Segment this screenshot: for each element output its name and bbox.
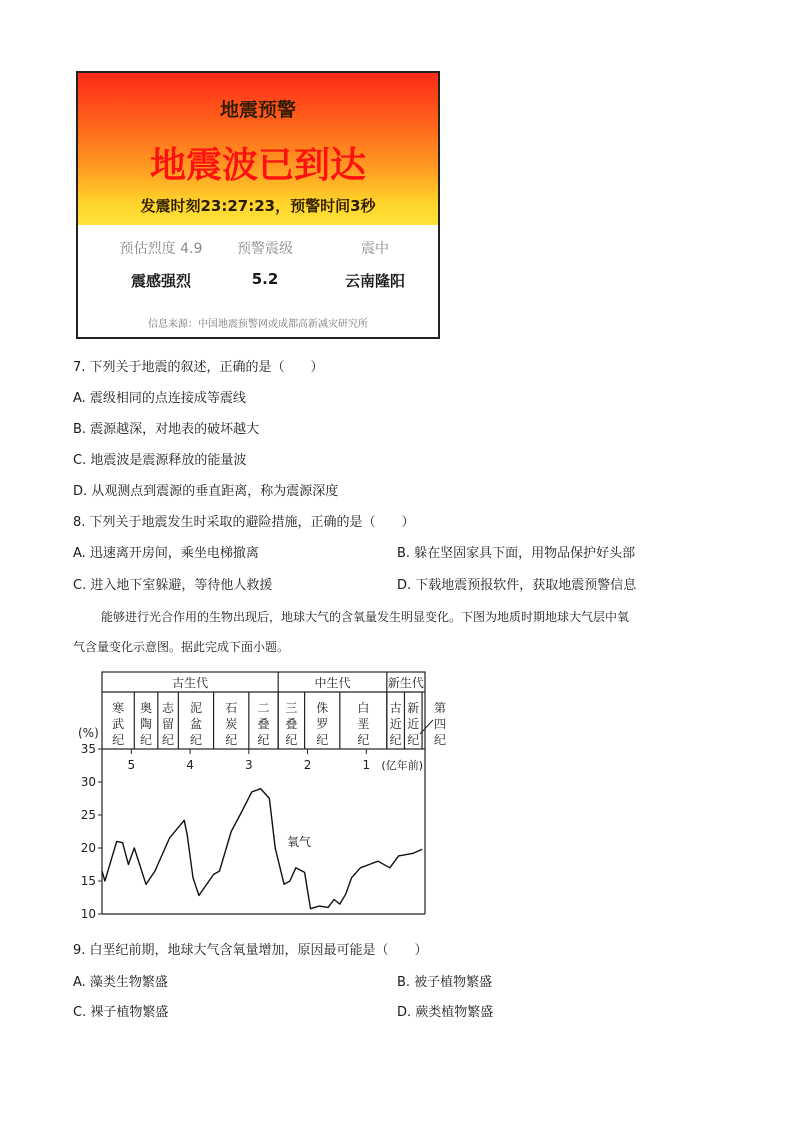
quaternary-label-char: 纪 bbox=[433, 733, 447, 747]
passage-line-2: 气含量变化示意图。据此完成下面小题。 bbox=[73, 640, 290, 654]
oxygen-series-line bbox=[102, 789, 422, 909]
period-label-char: 叠 bbox=[285, 717, 298, 731]
y-tick-label: 10 bbox=[80, 907, 96, 920]
quaternary-label-char: 四 bbox=[433, 717, 447, 731]
period-label-char: 石 bbox=[225, 701, 238, 715]
x-axis-unit: (亿年前) bbox=[381, 759, 423, 772]
x-tick-label: 4 bbox=[186, 758, 194, 772]
period-label-char: 近 bbox=[389, 717, 402, 731]
period-label-char: 纪 bbox=[357, 733, 370, 747]
y-tick-label: 20 bbox=[80, 841, 96, 855]
period-label-char: 白 bbox=[357, 701, 370, 715]
period-label-char: 古 bbox=[389, 701, 402, 715]
period-label-char: 二 bbox=[257, 701, 270, 715]
q9-option-a: A. 藻类生物繁盛 bbox=[73, 975, 168, 990]
q7-option-c: C. 地震波是震源释放的能量波 bbox=[73, 453, 247, 468]
x-tick-label: 5 bbox=[127, 758, 136, 772]
passage-line-1: 能够进行光合作用的生物出现后，地球大气的含氧量发生明显变化。下图为地质时期地球大气层中氧 bbox=[101, 610, 630, 624]
alert-intensity bbox=[106, 238, 216, 291]
q8-option-d: D. 下载地震预报软件，获取地震预警信息 bbox=[397, 578, 637, 593]
period-label-char: 留 bbox=[162, 717, 175, 731]
alert-epicenter bbox=[320, 238, 430, 291]
period-label-char: 纪 bbox=[389, 733, 402, 747]
series-label: 氧气 bbox=[286, 835, 312, 849]
q9-stem: 9. 白垩纪前期，地球大气含氧量增加，原因最可能是（ ） bbox=[73, 943, 428, 958]
q9-option-c: C. 裸子植物繁盛 bbox=[73, 1005, 169, 1020]
q8-option-c: C. 进入地下室躲避，等待他人救援 bbox=[73, 578, 273, 593]
period-label-char: 罗 bbox=[316, 717, 329, 731]
period-label-char: 纪 bbox=[225, 733, 238, 747]
q9-option-b: B. 被子植物繁盛 bbox=[397, 975, 493, 990]
period-label-char: 炭 bbox=[225, 717, 238, 731]
period-label-char: 纪 bbox=[257, 733, 270, 747]
q7-option-d: D. 从观测点到震源的垂直距离，称为震源深度 bbox=[73, 484, 339, 499]
oxygen-content-chart bbox=[70, 668, 450, 920]
era-label: 新生代 bbox=[387, 676, 424, 690]
era-label: 中生代 bbox=[314, 676, 351, 690]
magnitude-label: 预警震级 bbox=[237, 241, 293, 257]
y-tick-label: 15 bbox=[80, 874, 96, 888]
magnitude-value: 5.2 bbox=[251, 270, 279, 288]
alert-title: 地震预警 bbox=[219, 99, 296, 121]
q9-option-d: D. 蕨类植物繁盛 bbox=[397, 1005, 494, 1020]
period-label-char: 寒 bbox=[112, 701, 125, 715]
alert-time-line: 发震时刻23:27:23，预警时间3秒 bbox=[140, 197, 376, 215]
period-label-char: 三 bbox=[285, 701, 298, 715]
y-tick-label: 30 bbox=[80, 775, 96, 789]
period-label-char: 奥 bbox=[140, 701, 153, 715]
period-label-char: 纪 bbox=[285, 733, 298, 747]
period-label-char: 武 bbox=[112, 717, 125, 731]
period-label-char: 纪 bbox=[316, 733, 329, 747]
period-label-char: 纪 bbox=[140, 733, 153, 747]
period-label-char: 纪 bbox=[407, 733, 420, 747]
intensity-value: 震感强烈 bbox=[130, 272, 191, 290]
alert-headline: 地震波已到达 bbox=[149, 145, 366, 186]
x-tick-label: 3 bbox=[244, 758, 253, 772]
alert-source: 信息来源：中国地震预警网或成都高新减灾研究所 bbox=[148, 319, 368, 330]
q8-stem: 8. 下列关于地震发生时采取的避险措施，正确的是（ ） bbox=[73, 515, 415, 530]
quaternary-label-char: 第 bbox=[433, 701, 447, 715]
x-tick-label: 1 bbox=[362, 758, 371, 772]
q8-option-b: B. 躲在坚固家具下面，用物品保护好头部 bbox=[397, 546, 636, 561]
epicenter-label: 震中 bbox=[361, 241, 389, 257]
earthquake-alert-image bbox=[76, 71, 440, 339]
period-label-char: 志 bbox=[162, 701, 175, 715]
epicenter-value: 云南隆阳 bbox=[344, 272, 405, 290]
y-axis-unit: (%) bbox=[78, 726, 99, 740]
period-label-char: 陶 bbox=[140, 717, 153, 731]
x-tick-label: 2 bbox=[303, 758, 312, 772]
q7-option-a: A. 震级相同的点连接成等震线 bbox=[73, 391, 246, 406]
period-label-char: 新 bbox=[407, 701, 420, 715]
q7-stem: 7. 下列关于地震的叙述，正确的是（ ） bbox=[73, 360, 324, 375]
intensity-label: 预估烈度 4.9 bbox=[119, 241, 203, 257]
y-tick-label: 25 bbox=[80, 808, 96, 822]
q8-option-a: A. 迅速离开房间，乘坐电梯撤离 bbox=[73, 546, 259, 561]
y-tick-label: 35 bbox=[80, 742, 96, 756]
period-label-char: 泥 bbox=[189, 701, 202, 715]
alert-magnitude bbox=[210, 238, 320, 288]
period-label-char: 盆 bbox=[189, 717, 202, 731]
period-label-char: 纪 bbox=[112, 733, 125, 747]
period-label-char: 垩 bbox=[357, 717, 370, 731]
period-label-char: 侏 bbox=[316, 701, 329, 715]
era-label: 古生代 bbox=[172, 676, 209, 690]
period-label-char: 纪 bbox=[189, 733, 202, 747]
period-label-char: 叠 bbox=[257, 717, 270, 731]
period-label-char: 纪 bbox=[162, 733, 175, 747]
q7-option-b: B. 震源越深，对地表的破坏越大 bbox=[73, 422, 260, 437]
period-label-char: 近 bbox=[407, 717, 420, 731]
